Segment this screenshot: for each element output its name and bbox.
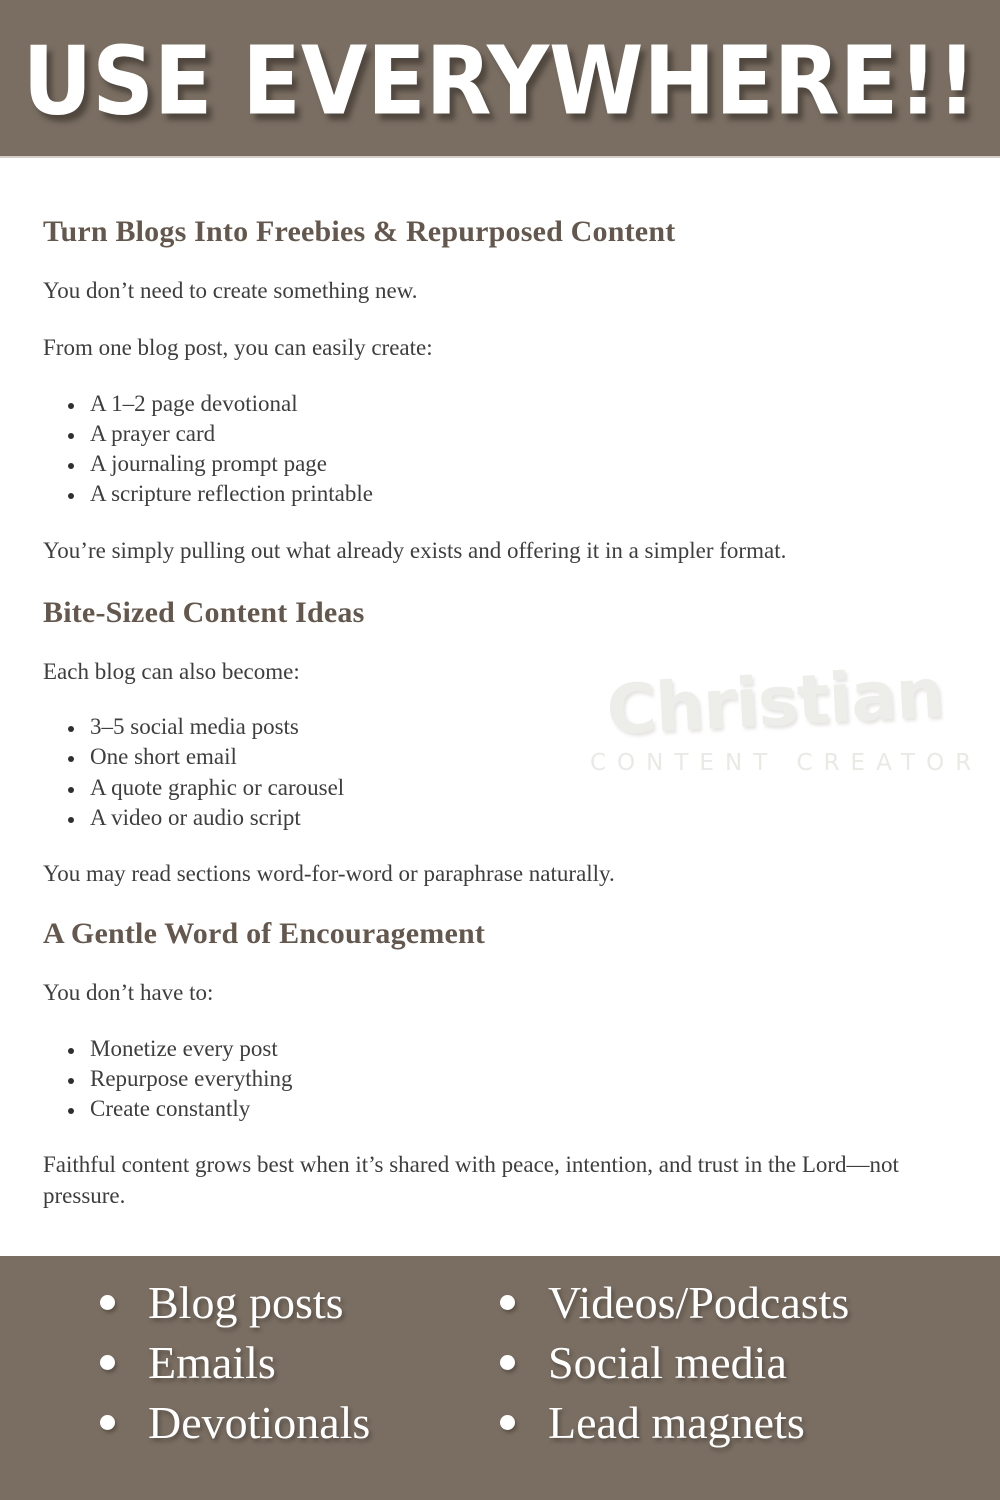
list-item: • A prayer card [86, 419, 957, 448]
footer-item [100, 1392, 500, 1452]
section-bite-sized-ideas [43, 596, 957, 890]
bullet-dot-icon [100, 1415, 115, 1430]
paragraph: You don’t have to: [43, 980, 214, 1006]
paragraph: From one blog post, you can easily create: [43, 335, 433, 361]
footer-item-label: Emails [148, 1336, 276, 1388]
paragraph: You may read sections word-for-word or paraphrase naturally. [43, 861, 615, 887]
footer-item-label: Videos/Podcasts [548, 1276, 850, 1328]
bullet-dot-icon [100, 1295, 115, 1310]
bullet-dot-icon [500, 1295, 515, 1310]
footer-item [500, 1392, 849, 1452]
footer-item [100, 1272, 500, 1332]
page-title: USE EVERYWHERE!! [23, 26, 977, 136]
footer-item-label: Social media [548, 1336, 787, 1388]
bullet-list [43, 1034, 957, 1124]
bullet-dot-icon [500, 1415, 515, 1430]
bullet-dot-icon [100, 1355, 115, 1370]
bullet-dot-icon [500, 1355, 515, 1370]
paragraph: You’re simply pulling out what already exists and offering it in a simpler format. [43, 537, 787, 563]
bullet-list [43, 712, 957, 832]
watermark-brand-text: Christian [604, 654, 946, 751]
list-item: • Create constantly [86, 1094, 957, 1123]
section-repurposed-content [43, 215, 957, 566]
watermark-subtitle-text: CONTENT CREATOR [590, 750, 983, 776]
footer-item [500, 1272, 849, 1332]
list-item: • Monetize every post [86, 1034, 957, 1063]
header-banner [0, 0, 1000, 158]
list-item: • Repurpose everything [86, 1064, 957, 1093]
list-item: • A 1–2 page devotional [86, 389, 957, 418]
section-encouragement [43, 917, 957, 1211]
footer-item-label: Blog posts [148, 1276, 344, 1328]
paragraph: You don’t need to create something new. [43, 278, 418, 303]
list-item: • A video or audio script [86, 803, 957, 832]
paragraph: Faithful content grows best when it’s shared with peace, intention, and trust in the Lord—not pressure. [43, 1152, 899, 1208]
list-item: • One short email [86, 742, 957, 771]
footer-item [500, 1332, 849, 1392]
footer-column-left [100, 1272, 500, 1500]
footer-item-label: Lead magnets [548, 1396, 805, 1448]
paragraph: Each blog can also become: [43, 658, 300, 684]
content-area [0, 158, 1000, 1256]
footer-item-label: Devotionals [148, 1396, 371, 1448]
list-item: • A quote graphic or carousel [86, 773, 957, 802]
section-heading: Turn Blogs Into Freebies & Repurposed Content [43, 215, 676, 248]
list-item: • A scripture reflection printable [86, 479, 957, 508]
footer-banner [0, 1256, 1000, 1500]
list-item: • 3–5 social media posts [86, 712, 957, 741]
list-item: • A journaling prompt page [86, 449, 957, 478]
footer-column-right [500, 1272, 849, 1500]
section-heading: A Gentle Word of Encouragement [43, 917, 486, 951]
footer-item [100, 1332, 500, 1392]
bullet-list [43, 389, 957, 509]
section-heading: Bite-Sized Content Ideas [43, 595, 365, 629]
